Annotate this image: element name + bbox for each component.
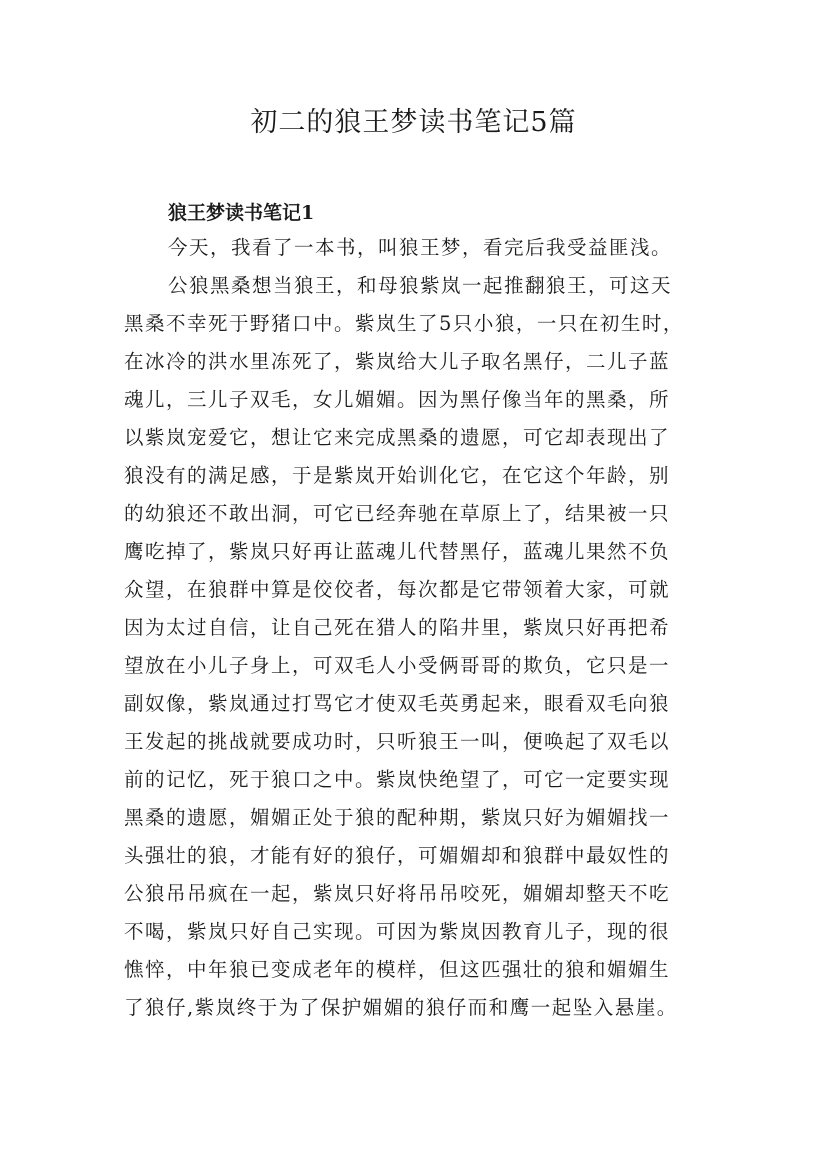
section-heading: 狼王梦读书笔记1 xyxy=(168,202,315,224)
text-line: 不喝，紫岚只好自己实现。可因为紫岚因教育儿子，现的很 xyxy=(124,920,671,943)
document-title: 初二的狼王梦读书笔记5篇 xyxy=(250,107,577,138)
text-line: 鹰吃掉了，紫岚只好再让蓝魂儿代替黑仔，蓝魂儿果然不负 xyxy=(124,540,671,563)
text-line: 公狼黑桑想当狼王，和母狼紫岚一起推翻狼王，可这天 xyxy=(168,274,673,297)
text-line: 的幼狼还不敢出洞，可它已经奔驰在草原上了，结果被一只 xyxy=(124,502,671,525)
text-line: 黑桑不幸死于野猪口中。紫岚生了5只小狼，一只在初生时， xyxy=(124,312,684,335)
text-line: 公狼吊吊疯在一起，紫岚只好将吊吊咬死，媚媚却整天不吃 xyxy=(124,882,671,905)
text-line: 以紫岚宠爱它，想让它来完成黑桑的遗愿，可它却表现出了 xyxy=(124,426,671,449)
text-line: 了狼仔,紫岚终于为了保护媚媚的狼仔而和鹰一起坠入悬崖。 xyxy=(124,996,678,1019)
text-line: 黑桑的遗愿，媚媚正处于狼的配种期，紫岚只好为媚媚找一 xyxy=(124,806,671,829)
text-line: 众望，在狼群中算是佼佼者，每次都是它带领着大家，可就 xyxy=(124,578,671,601)
text-line: 魂儿，三儿子双毛，女儿媚媚。因为黑仔像当年的黑桑，所 xyxy=(124,388,671,411)
text-line: 副奴像，紫岚通过打骂它才使双毛英勇起来，眼看双毛向狼 xyxy=(124,692,671,715)
text-line: 今天，我看了一本书，叫狼王梦，看完后我受益匪浅。 xyxy=(168,236,673,259)
text-line: 在冰冷的洪水里冻死了，紫岚给大儿子取名黑仔，二儿子蓝 xyxy=(124,350,671,373)
text-line: 狼没有的满足感，于是紫岚开始训化它，在它这个年龄，别 xyxy=(124,464,671,487)
text-line: 王发起的挑战就要成功时，只听狼王一叫，便唤起了双毛以 xyxy=(124,730,671,753)
text-line: 头强壮的狼，才能有好的狼仔，可媚媚却和狼群中最奴性的 xyxy=(124,844,671,867)
text-line: 憔悴，中年狼已变成老年的模样，但这匹强壮的狼和媚媚生 xyxy=(124,958,671,981)
text-line: 望放在小儿子身上，可双毛人小受俩哥哥的欺负，它只是一 xyxy=(124,654,671,677)
text-line: 前的记忆，死于狼口之中。紫岚快绝望了，可它一定要实现 xyxy=(124,768,671,791)
text-line: 因为太过自信，让自己死在猎人的陷井里，紫岚只好再把希 xyxy=(124,616,671,639)
